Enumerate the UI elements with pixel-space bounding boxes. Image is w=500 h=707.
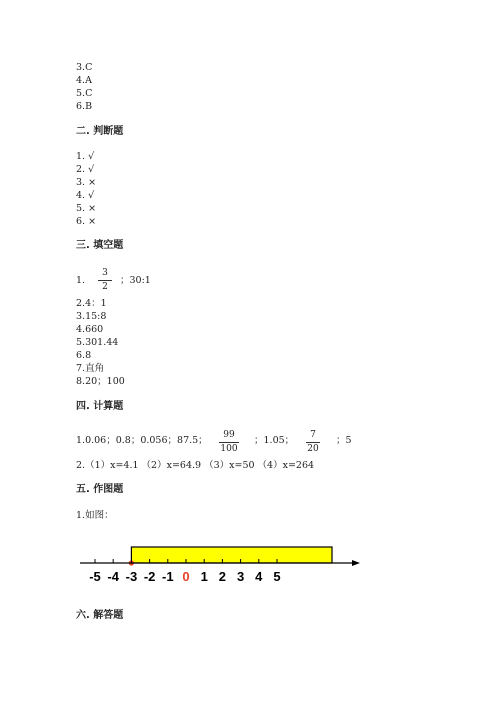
tick-label: 3: [236, 569, 245, 584]
calc-q1-fraction-2: [306, 430, 320, 455]
fraction-denominator: 100: [220, 444, 238, 454]
tick-label: 4: [255, 569, 263, 584]
judge-answer-1: 1. √: [76, 151, 95, 162]
calc-q1-fraction-1: [219, 430, 239, 455]
calc-q1-suffix: ；5: [336, 435, 352, 446]
judge-answer-6: 6. ×: [76, 216, 97, 227]
fill-heading: 三. 填空题: [76, 240, 124, 251]
choice-answer-6: 6.B: [76, 101, 93, 112]
tick-label: -5: [89, 569, 101, 584]
judge-answer-5: 5. ×: [76, 203, 97, 214]
fill-answer-4: 4.660: [76, 324, 104, 335]
draw-heading: 五. 作图题: [76, 484, 124, 495]
fraction-denominator: 2: [102, 282, 108, 292]
fraction-numerator: 7: [310, 430, 316, 440]
fill-answer-2: 2.4：1: [76, 298, 107, 309]
draw-item-1: 1.如图：: [76, 510, 114, 521]
fraction-bar: [98, 280, 112, 281]
calc-heading: 四. 计算题: [76, 401, 124, 412]
fill-answer-3: 3.15:8: [76, 311, 107, 322]
solution-region: [131, 547, 332, 563]
tick-label: 1: [200, 569, 208, 584]
fill-q1-suffix: ；30:1: [120, 275, 151, 286]
fraction-bar: [306, 442, 320, 443]
fraction-bar: [219, 442, 239, 443]
tick-label: 0: [182, 569, 190, 584]
fill-q1-prefix: 1.: [76, 275, 86, 286]
solve-heading: 六. 解答题: [76, 610, 124, 621]
fraction-denominator: 20: [307, 444, 319, 454]
fraction-numerator: 3: [102, 268, 108, 278]
fill-q1-fraction: [98, 268, 112, 293]
tick-label: 2: [218, 569, 227, 584]
fill-answer-5: 5.301.44: [76, 337, 119, 348]
judge-answer-4: 4. √: [76, 190, 95, 201]
choice-answer-3: 3.C: [76, 62, 93, 73]
number-line-figure: [76, 540, 366, 588]
calc-q1-prefix: 1.0.06；0.8；0.056；87.5；: [76, 435, 208, 446]
tick-label: 5: [273, 569, 281, 584]
fill-answer-8: 8.20；100: [76, 376, 125, 387]
calc-q1-mid: ；1.05；: [254, 435, 295, 446]
fraction-numerator: 99: [223, 430, 235, 440]
choice-answer-4: 4.A: [76, 75, 92, 86]
tick-label: -2: [143, 569, 156, 584]
judge-answer-2: 2. √: [76, 164, 95, 175]
axis-arrow-icon: [352, 560, 360, 566]
calc-answer-2: 2.（1）x=4.1 （2）x=64.9 （3）x=50 （4）x=264: [76, 460, 315, 471]
tick-label: -3: [125, 569, 138, 584]
fill-answer-6: 6.8: [76, 350, 92, 361]
tick-label: -1: [162, 569, 174, 584]
tick-label: -4: [107, 569, 119, 584]
choice-answer-5: 5.C: [76, 88, 93, 99]
judge-answer-3: 3. ×: [76, 177, 97, 188]
judge-heading: 二. 判断题: [76, 126, 124, 137]
fill-answer-7: 7.直角: [76, 363, 105, 374]
